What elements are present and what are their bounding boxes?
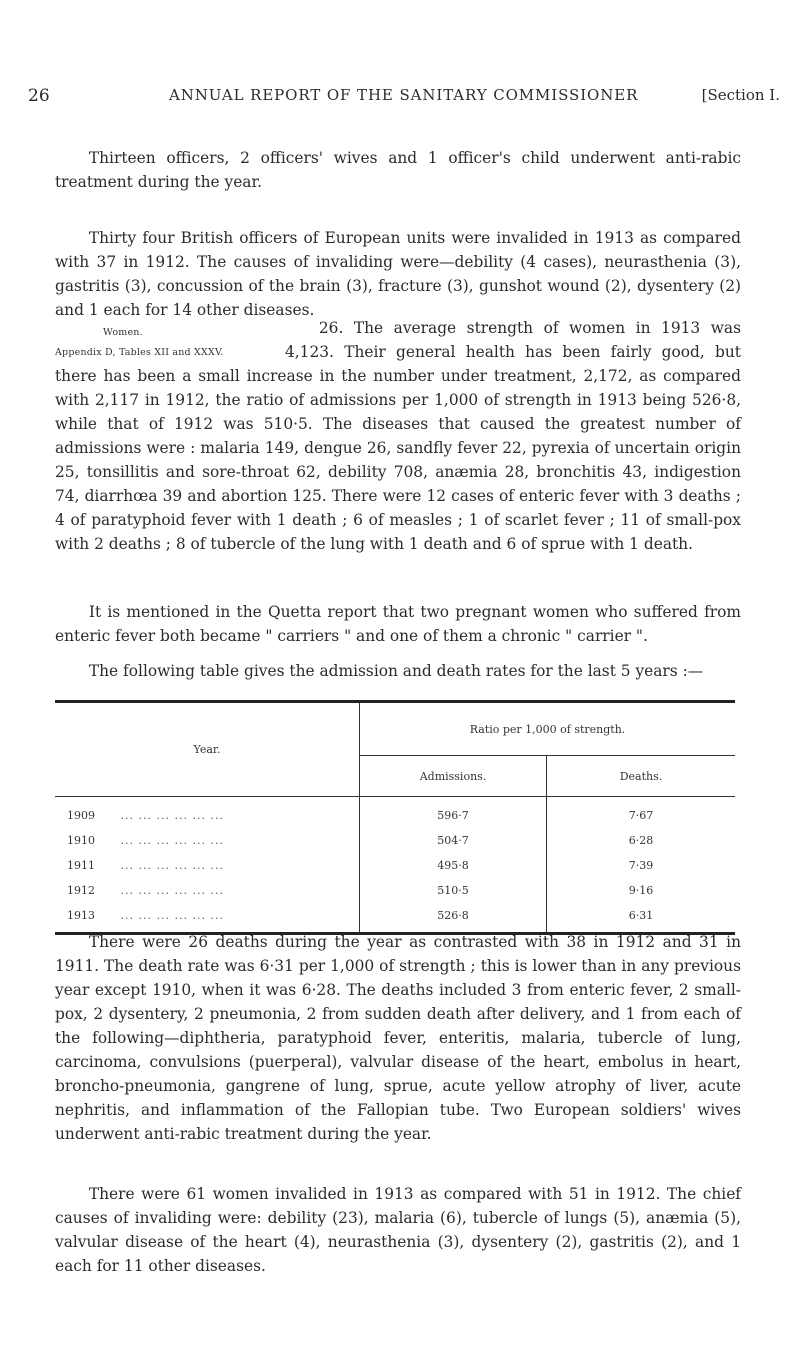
year-cell xyxy=(55,853,360,878)
admissions-column-header: Admissions. xyxy=(360,756,547,797)
year-value: 1909 xyxy=(67,809,95,822)
paragraph-officers-invalided: Thirty four British officers of European units were invalided in 1913 as compared with 37 in 1912. The causes of invaliding were—debility (4 cases), neurasthenia (3), gastritis (3), concussion of the brain (3), fracture (3), gunshot wound (2), dysentery (2) and 1 each for 14 other diseases. xyxy=(55,229,741,319)
dot-leader: ... ... ... ... ... ... xyxy=(120,909,224,922)
table-row xyxy=(55,828,735,853)
admissions-cell: 495·8 xyxy=(360,853,547,878)
table-intro: The following table gives the admission and death rates for the last 5 years :— xyxy=(88,662,704,680)
deaths-cell: 6·28 xyxy=(628,834,654,847)
deaths-cell: 7·39 xyxy=(628,859,654,872)
paragraph-deaths: There were 26 deaths during the year as contrasted with 38 in 1912 and 31 in 1911. The death rate was 6·31 per 1,000 of strength ; this is lower than in any previous year except 1910, when it was 6·28. The deaths included 3 from enteric fever, 2 small-pox, 2 dysentery, 2 pneumonia, 2 from sudden death after delivery, and 1 from each of the following—diphtheria, paratyphoid fever, enteritis, malaria, tubercle of lung, carcinoma, convulsions (puerperal), valvular disease of the heart, embolus in heart, broncho-pneumonia, gangrene of lung, sprue, acute yellow atrophy of liver, acute nephritis, and inflammation of the Fallopian tube. Two European soldiers' wives underwent anti-rabic treatment during the year. xyxy=(55,933,741,1143)
paragraph-anti-rabic-officers: Thirteen officers, 2 officers' wives and 1 officer's child underwent anti-rabic treatment during the year. xyxy=(55,149,741,191)
paragraph-quetta-report: It is mentioned in the Quetta report that two pregnant women who suffered from enteric fever both became " carriers " and one of them a chronic " carrier ". xyxy=(55,603,741,645)
dot-leader: ... ... ... ... ... ... xyxy=(120,884,224,897)
page-header xyxy=(28,86,780,112)
admissions-cell: 510·5 xyxy=(360,878,547,903)
year-column-header: Year. xyxy=(55,702,360,797)
year-cell xyxy=(55,797,360,829)
table-row xyxy=(55,797,735,829)
paragraph-women-health-text: 26. The average strength of women in 1913 was 4,123. Their general health has been fairly good, but there has been a small increase in the number under treatment, 2,172, as compared with 2,117 in 1912, the ratio of admissions per 1,000 of strength in 1913 being 526·8, while that of 1912 was 510·5. The diseases that caused the greatest number of admissions were : malaria 149, dengue 26, sandfly fever 22, pyrexia of uncertain origin 25, tonsillitis and sore-throat 62, debility 708, anæmia 28, bronchitis 43, indigestion 74, diarrhœa 39 and abortion 125. There were 12 cases of enteric fever with 3 deaths ; 4 of paratyphoid fever with 1 death ; 6 of measles ; 1 of scarlet fever ; 11 of small-pox with 2 deaths ; 8 of tubercle of the lung with 1 death and 6 of sprue with 1 death. xyxy=(55,319,741,553)
ratio-group-header: Ratio per 1,000 of strength. xyxy=(360,702,736,756)
year-cell xyxy=(55,878,360,903)
deaths-column-header: Deaths. xyxy=(547,756,736,797)
admissions-cell: 596·7 xyxy=(360,797,547,829)
year-value: 1913 xyxy=(67,909,95,922)
section-label: [Section I. xyxy=(701,86,780,104)
running-title: ANNUAL REPORT OF THE SANITARY COMMISSIONER xyxy=(169,86,639,104)
year-value: 1912 xyxy=(67,884,95,897)
deaths-cell: 9·16 xyxy=(628,884,654,897)
admissions-cell: 504·7 xyxy=(360,828,547,853)
paragraph-women-health xyxy=(55,316,741,556)
rates-table xyxy=(55,700,735,935)
margin-note-women: Women. xyxy=(103,327,143,338)
paragraph-women-invalided: There were 61 women invalided in 1913 as compared with 51 in 1912. The chief causes of invaliding were: debility (23), malaria (6), tubercle of lungs (5), anæmia (5), valvular disease of the heart (4), neurasthenia (3), dysentery (2), gastritis (2), and 1 each for 11 other diseases. xyxy=(55,1185,741,1275)
table-row xyxy=(55,903,735,934)
page-number: 26 xyxy=(28,86,50,106)
margin-note-appendix: Appendix D, Tables XII and XXXV. xyxy=(55,347,224,358)
margin-note-space xyxy=(55,316,285,358)
dot-leader: ... ... ... ... ... ... xyxy=(120,859,224,872)
year-value: 1911 xyxy=(67,859,95,872)
table-row xyxy=(55,853,735,878)
year-cell xyxy=(55,828,360,853)
deaths-cell: 6·31 xyxy=(547,903,736,934)
deaths-cell: 7·67 xyxy=(628,809,654,822)
dot-leader: ... ... ... ... ... ... xyxy=(120,809,224,822)
admissions-cell: 526·8 xyxy=(360,903,547,934)
year-cell xyxy=(55,903,360,934)
table-row xyxy=(55,878,735,903)
year-value: 1910 xyxy=(67,834,95,847)
dot-leader: ... ... ... ... ... ... xyxy=(120,834,224,847)
